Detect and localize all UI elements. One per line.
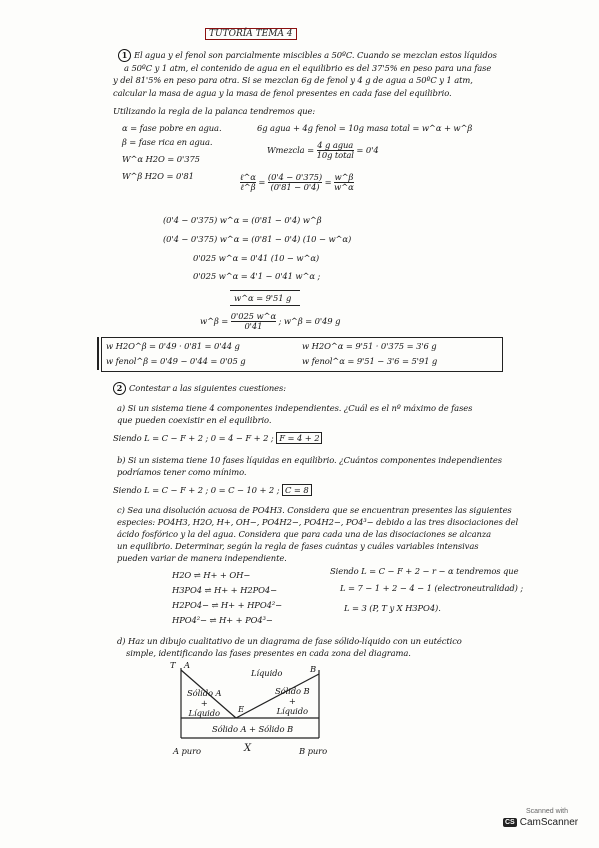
q1-number: 1: [118, 49, 131, 62]
q2c-text-1: c) Sea una disolución acuosa de PO4H3. Considera que se encuentran presentes las siguientes: [117, 505, 512, 515]
w-mezcla-num: 4 g agua: [317, 140, 354, 150]
liquid-a-label: Líquido: [188, 708, 220, 718]
equilibrium-3: HPO4²− ⇌ H+ + PO4³−: [172, 615, 273, 625]
q1-intro: Utilizando la regla de la palanca tendremos que:: [113, 106, 316, 116]
q2c-solution-1: Siendo L = C − F + 2 − r − α tendremos que: [330, 566, 519, 576]
solid-b-label: Sólido B: [275, 686, 310, 696]
step-2: (0'4 − 0'375) w^α = (0'81 − 0'4) (10 − w^α): [163, 234, 352, 244]
q2c-text-4: un equilibrio. Determinar, según la regla de fases cuántas y cuáles variables intensivas: [117, 541, 479, 551]
a-top-label: A: [184, 660, 190, 670]
equilibrium-water: H2O ⇌ H+ + OH−: [172, 570, 251, 580]
q2c-text-5: pueden variar de manera independiente.: [117, 553, 287, 563]
q2c-text-3: ácido fosfórico y la del agua. Considera que para cada una de las disociaciones se alcanza: [117, 529, 492, 539]
a-pure-label: A puro: [173, 746, 201, 756]
lever-lhs-den: ℓ^β: [240, 182, 256, 192]
q2b-answer: C = 8: [282, 484, 312, 496]
q2b-text-2: podríamos tener como mínimo.: [117, 467, 247, 477]
result-water-alpha: w H2O^α = 9'51 · 0'375 = 3'6 g: [302, 341, 437, 351]
q2d-text-1: d) Haz un dibujo cualitativo de un diagrama de fase sólido-líquido con un eutéctico: [117, 636, 462, 646]
q2b-eq: Siendo L = C − F + 2 ; 0 = C − 10 + 2 ;: [113, 485, 280, 495]
q2-number: 2: [113, 382, 126, 395]
camscanner-logo: [503, 817, 591, 828]
b-pure-label: B puro: [299, 746, 328, 756]
total-mass: 6g agua + 4g fenol = 10g masa total = w^α + w^β: [257, 123, 473, 133]
q2a-text-1: a) Si un sistema tiene 4 componentes independientes. ¿Cuál es el nº máximo de fases: [117, 403, 473, 413]
w-beta-num: 0'025 w^α: [230, 311, 277, 321]
q2a-eq: Siendo L = C − F + 2 ; 0 = 4 − F + 2 ;: [113, 433, 274, 443]
w-beta-water: W^β H2O = 0'81: [122, 171, 194, 181]
step-1: (0'4 − 0'375) w^α = (0'81 − 0'4) w^β: [163, 215, 322, 225]
plus-a: +: [200, 698, 208, 708]
q2b-text-1: b) Si un sistema tiene 10 fases líquidas en equilibrio. ¿Cuántos componentes independientes: [117, 455, 502, 465]
equilibrium-1: H3PO4 ⇌ H+ + H2PO4−: [172, 585, 278, 595]
lever-rhs-num: w^β: [334, 172, 354, 182]
q2-heading-text: Contestar a las siguientes cuestiones:: [129, 383, 286, 393]
solid-b-liquid-region: [275, 686, 310, 716]
w-mezcla-den: 10g total: [316, 150, 354, 160]
lever-rhs-den: w^α: [334, 182, 354, 192]
solid-ab-region: Sólido A + Sólido B: [212, 724, 294, 734]
b-top-label: B: [310, 664, 317, 674]
q1-statement-1: El agua y el fenol son parcialmente miscibles a 50ºC. Cuando se mezclan estos líquidos: [134, 50, 497, 60]
lever-lhs-num: ℓ^α: [240, 172, 256, 182]
eutectic-point-label: E: [238, 704, 245, 714]
camscanner-watermark: [503, 808, 591, 838]
q2c-solution-3: L = 3 (P, T y X H3PO4).: [344, 603, 441, 613]
solid-a-label: Sólido A: [187, 688, 222, 698]
camscanner-icon: CS: [505, 819, 515, 826]
q1-statement-3: y del 81'5% en peso para otra. Si se mezclan 6g de fenol y 4 g de agua a 50ºC y 1 atm,: [113, 75, 473, 85]
q1-statement-2: a 50ºC y 1 atm, el contenido de agua en el equilibrio es del 37'5% en peso para una fase: [124, 63, 492, 73]
w-alpha-water: W^α H2O = 0'375: [122, 154, 200, 164]
w-beta-rhs: ; w^β = 0'49 g: [278, 316, 341, 326]
result-phenol-beta: w fenol^β = 0'49 − 0'44 = 0'05 g: [106, 356, 246, 366]
q2a-text-2: que pueden coexistir en el equilibrio.: [117, 415, 272, 425]
step-4: 0'025 w^α = 4'1 − 0'41 w^α ;: [193, 271, 321, 281]
w-beta-den: 0'41: [231, 321, 276, 331]
q2d-text-2: simple, identificando las fases presentes en cada zona del diagrama.: [126, 648, 411, 658]
scanned-with-text: Scanned with: [525, 808, 569, 815]
step-5: w^α = 9'51 g: [234, 293, 292, 303]
plus-b: +: [288, 696, 296, 706]
q2a-answer: F = 4 + 2: [276, 432, 322, 444]
lever-mid-den: (0'81 − 0'4): [268, 182, 322, 192]
alpha-definition: α = fase pobre en agua.: [122, 123, 222, 133]
t-axis-label: T: [170, 660, 176, 670]
w-beta-lhs: w^β =: [200, 316, 229, 326]
w-mezcla-lhs: Wmezcla =: [267, 145, 315, 155]
step-3: 0'025 w^α = 0'41 (10 − w^α): [193, 253, 320, 263]
w-mezcla-rhs: = 0'4: [356, 145, 379, 155]
lever-mid-num: (0'4 − 0'375): [267, 172, 323, 182]
result-water-beta: w H2O^β = 0'49 · 0'81 = 0'44 g: [106, 341, 240, 351]
q2c-solution-2: L = 7 − 1 + 2 − 4 − 1 (electroneutralidad) ;: [340, 583, 524, 593]
lever-rule: ℓ^α ℓ^β = $\frac{(0'4 - 0'375)}{(0'81 - 0'4)}$ = $\frac{w\^{}\beta}{w\^{}\alpha}$: [240, 172, 354, 192]
liquid-region: Líquido: [251, 668, 283, 678]
liquid-b-label: Líquido: [276, 706, 308, 716]
camscanner-name: CamScanner: [519, 817, 579, 828]
page-title: TUTORÍA TEMA 4: [205, 28, 297, 40]
x-axis-label: X: [244, 743, 252, 754]
solid-a-liquid-region: [187, 688, 221, 718]
beta-definition: β = fase rica en agua.: [122, 137, 213, 147]
q1-statement-4: calcular la masa de agua y la masa de fenol presentes en cada fase del equilibrio.: [113, 88, 452, 98]
q2c-text-2: especies: PO4H3, H2O, H+, OH−, PO4H2−, PO4H2−, PO4³− debido a las tres disociaciones del: [117, 517, 519, 527]
equilibrium-2: H2PO4− ⇌ H+ + HPO4²−: [172, 600, 282, 610]
result-phenol-alpha: w fenol^α = 9'51 − 3'6 = 5'91 g: [302, 356, 438, 366]
